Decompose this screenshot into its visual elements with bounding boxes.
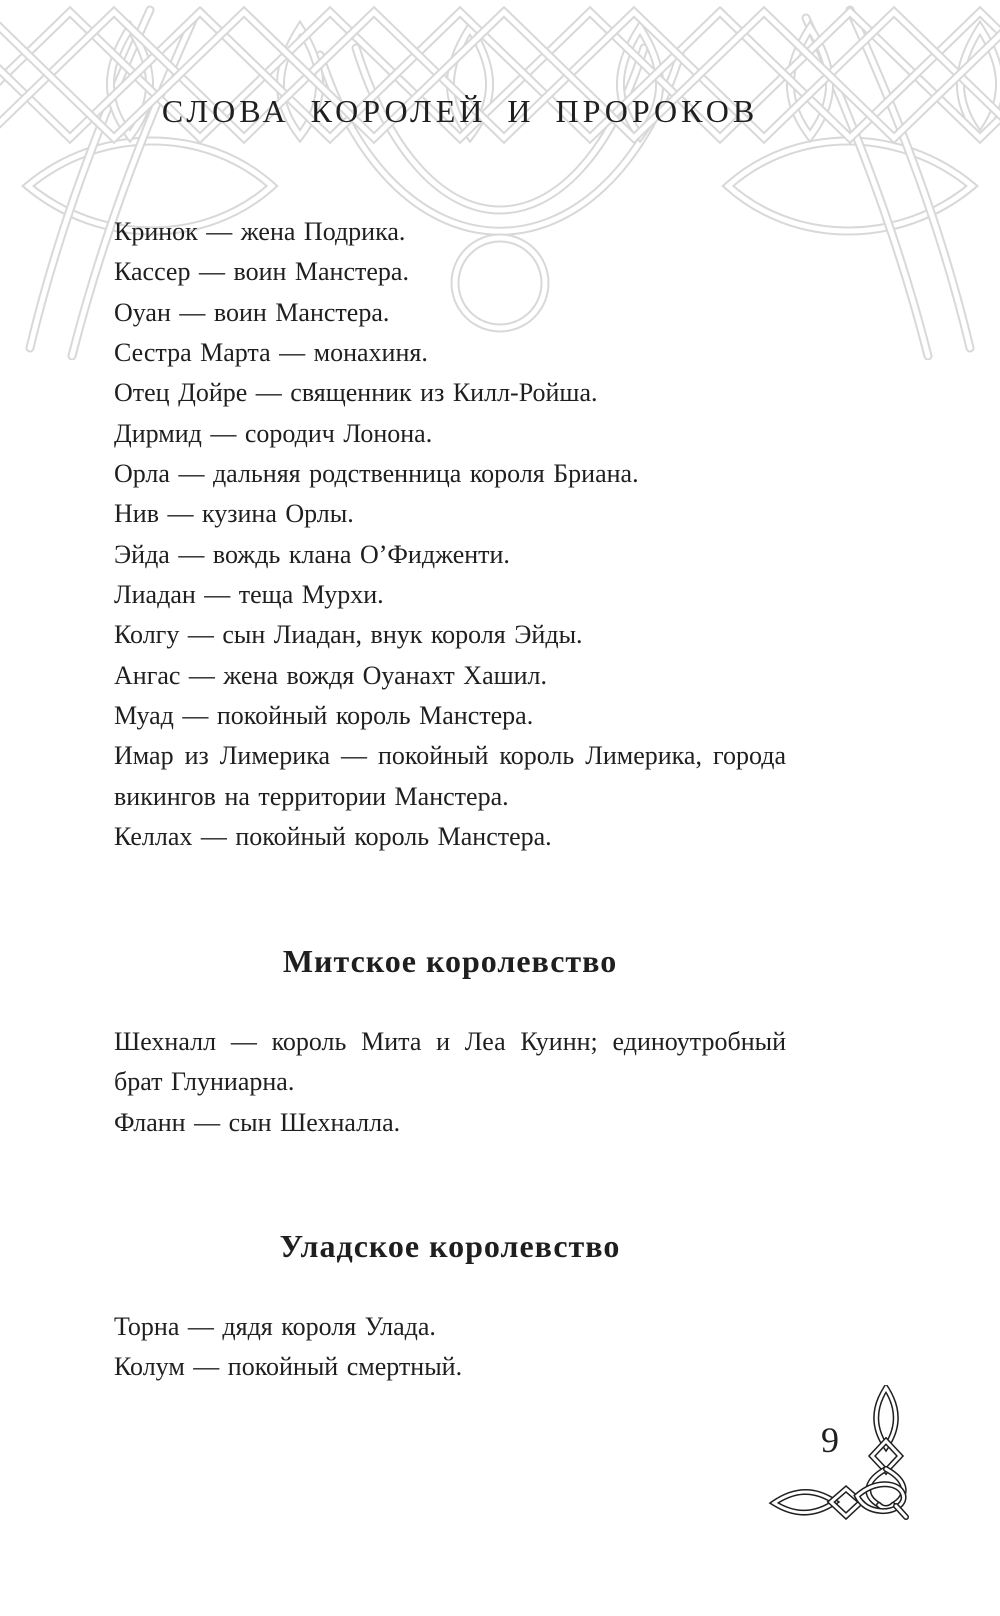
character-entries-munster [114, 212, 786, 857]
character-entries-ulster [114, 1307, 786, 1388]
character-entry: Нив — кузина Орлы. [114, 499, 354, 529]
character-entry: Колум — покойный смертный. [114, 1352, 463, 1382]
character-entry: Ангас — жена вождя Оуанахт Хашил. [114, 660, 548, 690]
character-entry: Муад — покойный король Манстера. [114, 700, 534, 730]
section-heading-meath: Митское королевство [282, 943, 618, 979]
character-entries-meath [114, 1022, 786, 1143]
character-entry: Эйда — вождь клана О’Фидженти. [114, 539, 510, 569]
character-entry: Фланн — сын Шехналла. [114, 1107, 401, 1137]
page-number: 9 [821, 1420, 839, 1460]
celtic-knot-corner-ornament [765, 1385, 915, 1520]
character-entry: Келлах — покойный король Манстера. [114, 821, 552, 851]
character-entry: Орла — дальняя родственница короля Бриана. [114, 458, 639, 488]
character-entry: Оуан — воин Манстера. [114, 297, 390, 327]
character-entry: Отец Дойре — священник из Килл-Ройша. [114, 378, 598, 408]
character-entry: Дирмид — сородич Лонона. [114, 418, 433, 448]
page-title: СЛОВА КОРОЛЕЙ И ПРОРОКОВ [161, 93, 759, 129]
character-entry: Имар из Лимерика — покойный король Лимерика, города викингов на территории Манстера. [114, 741, 786, 811]
character-entry: Торна — дядя короля Улада. [114, 1312, 436, 1341]
section-heading-ulster: Уладское королевство [279, 1228, 621, 1264]
character-entry: Кринок — жена Подрика. [114, 217, 406, 246]
character-entry: Кассер — воин Манстера. [114, 257, 409, 287]
character-entry: Сестра Марта — монахиня. [114, 337, 428, 367]
character-entry: Шехналл — король Мита и Леа Куинн; единоутробный брат Глуниарна. [114, 1027, 786, 1097]
character-entry: Лиадан — теща Мурхи. [114, 579, 384, 609]
character-entry: Колгу — сын Лиадан, внук короля Эйды. [114, 620, 583, 650]
